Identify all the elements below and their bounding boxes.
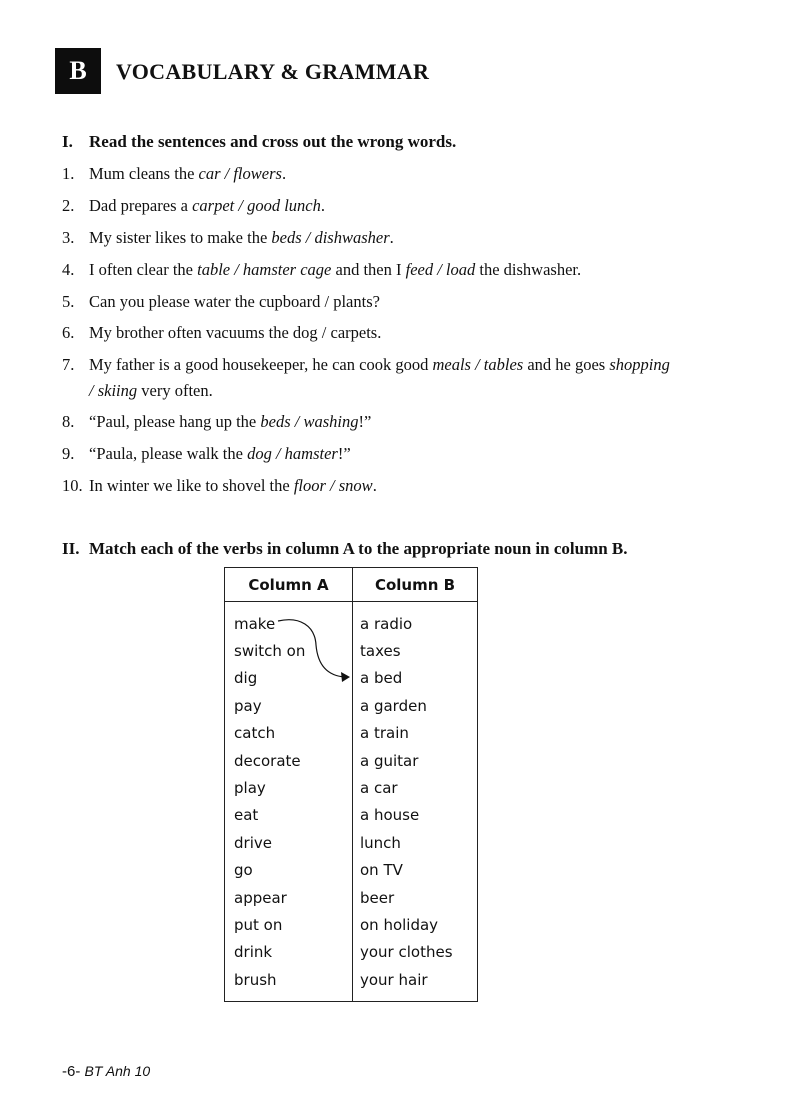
exercise-2-heading bbox=[62, 538, 628, 560]
item-number: 5. bbox=[62, 292, 75, 311]
sentence-continuation bbox=[62, 378, 752, 404]
verb-cell: play bbox=[225, 774, 353, 801]
noun-cell: a car bbox=[360, 779, 398, 798]
verb-cell: drive bbox=[225, 829, 353, 856]
sentence-text: My father is a good housekeeper, he can cook good bbox=[89, 355, 433, 374]
item-number: 6. bbox=[62, 323, 75, 342]
noun-cell: a garden bbox=[360, 696, 427, 715]
book-title: BT Anh 10 bbox=[84, 1063, 151, 1079]
sentence-item bbox=[62, 289, 752, 315]
table-row bbox=[225, 774, 478, 801]
verb-cell: catch bbox=[225, 720, 353, 747]
noun-cell: a radio bbox=[360, 614, 413, 633]
word-choice: floor / snow bbox=[293, 476, 373, 495]
noun-cell: on TV bbox=[360, 861, 403, 880]
sentence-text: . bbox=[389, 228, 394, 247]
sentence-item bbox=[62, 257, 752, 283]
item-number: 7. bbox=[62, 355, 75, 374]
page-number: -6- bbox=[62, 1063, 81, 1080]
sentence-text: . bbox=[320, 196, 325, 215]
sentence-text: and he goes bbox=[523, 355, 610, 374]
section-title: VOCABULARY & GRAMMAR bbox=[116, 59, 430, 84]
word-choice: dog / hamster bbox=[247, 444, 338, 463]
verb-cell: drink bbox=[225, 939, 353, 966]
sentence-text: . bbox=[281, 164, 287, 183]
table-row bbox=[225, 602, 478, 638]
word-choice: beds / dishwasher bbox=[271, 228, 390, 247]
verb-cell: brush bbox=[225, 966, 353, 1002]
noun-cell: a train bbox=[360, 724, 409, 743]
verb-cell: eat bbox=[225, 802, 353, 829]
sentence-item bbox=[62, 441, 752, 467]
sentence-item bbox=[62, 409, 752, 435]
sentence-text: In winter we like to shovel the bbox=[89, 476, 294, 495]
word-choice: carpet / good lunch bbox=[192, 196, 321, 215]
sentence-text: My brother often vacuums the dog / carpets. bbox=[89, 323, 382, 342]
table-row bbox=[225, 829, 478, 856]
sentence-text: . bbox=[372, 476, 377, 495]
exercise-1-heading bbox=[62, 131, 456, 153]
item-number: 1. bbox=[62, 164, 75, 183]
sentence-text: the dishwasher. bbox=[475, 260, 582, 279]
item-number: 2. bbox=[62, 196, 75, 215]
sentence-text: !” bbox=[358, 412, 372, 431]
table-row bbox=[225, 692, 478, 719]
section-badge: B bbox=[55, 48, 101, 94]
column-b-header: Column B bbox=[353, 568, 478, 602]
verb-cell: make bbox=[225, 602, 353, 638]
noun-cell: a house bbox=[360, 806, 420, 825]
item-number: 10. bbox=[62, 476, 83, 495]
sentence-item bbox=[62, 193, 752, 219]
noun-cell: your clothes bbox=[360, 943, 453, 962]
exercise-instruction: Read the sentences and cross out the wrong words. bbox=[89, 132, 457, 151]
noun-cell: a guitar bbox=[360, 751, 419, 770]
table-row bbox=[225, 939, 478, 966]
sentence-text: “Paul, please hang up the bbox=[89, 412, 261, 431]
sentence-item bbox=[62, 352, 752, 404]
sentence-item bbox=[62, 320, 752, 346]
noun-cell: beer bbox=[360, 888, 395, 907]
noun-cell: a bed bbox=[360, 669, 403, 688]
item-number: 3. bbox=[62, 228, 75, 247]
item-number: 4. bbox=[62, 260, 75, 279]
word-choice: feed / load bbox=[405, 260, 476, 279]
verb-cell: dig bbox=[225, 665, 353, 692]
sentence-text: Dad prepares a bbox=[89, 196, 193, 215]
word-choice: car / flowers bbox=[198, 164, 282, 183]
item-number: 8. bbox=[62, 412, 75, 431]
sentence-text: and then I bbox=[331, 260, 406, 279]
verb-cell: switch on bbox=[225, 637, 353, 664]
word-choice: table / hamster cage bbox=[197, 260, 332, 279]
sentence-text: I often clear the bbox=[89, 260, 198, 279]
table-row bbox=[225, 911, 478, 938]
noun-cell: lunch bbox=[360, 833, 401, 852]
page-footer bbox=[62, 1063, 150, 1080]
sentence-text: very often. bbox=[137, 381, 213, 400]
sentence-item bbox=[62, 161, 752, 187]
verb-cell: pay bbox=[225, 692, 353, 719]
verb-cell: decorate bbox=[225, 747, 353, 774]
word-choice: meals / tables bbox=[432, 355, 524, 374]
exercise-instruction: Match each of the verbs in column A to the appropriate noun in column B. bbox=[89, 539, 628, 558]
noun-cell: your hair bbox=[360, 970, 428, 989]
noun-cell: taxes bbox=[360, 642, 401, 661]
word-choice: beds / washing bbox=[260, 412, 359, 431]
noun-cell: on holiday bbox=[360, 915, 439, 934]
sentence-text: My sister likes to make the bbox=[89, 228, 272, 247]
table-row bbox=[225, 966, 478, 1002]
table-row bbox=[225, 802, 478, 829]
word-choice: / skiing bbox=[89, 381, 138, 400]
matching-table bbox=[224, 567, 478, 1002]
table-header-row bbox=[225, 568, 478, 602]
table-row bbox=[225, 637, 478, 664]
sentence-item bbox=[62, 225, 752, 251]
word-choice: shopping bbox=[609, 355, 670, 374]
sentence-text: Can you please water the cupboard / plants? bbox=[89, 292, 380, 311]
table-row bbox=[225, 720, 478, 747]
table-row bbox=[225, 884, 478, 911]
table-row bbox=[225, 747, 478, 774]
column-a-header: Column A bbox=[225, 568, 353, 602]
sentence-text: Mum cleans the bbox=[89, 164, 199, 183]
item-number: 9. bbox=[62, 444, 75, 463]
verb-cell: go bbox=[225, 857, 353, 884]
exercise-number: I. bbox=[62, 132, 73, 151]
table-row bbox=[225, 665, 478, 692]
table-row bbox=[225, 857, 478, 884]
sentence-text: “Paula, please walk the bbox=[89, 444, 248, 463]
exercise-number: II. bbox=[62, 539, 80, 558]
verb-cell: put on bbox=[225, 911, 353, 938]
sentence-text: !” bbox=[337, 444, 351, 463]
sentence-item bbox=[62, 473, 752, 499]
verb-cell: appear bbox=[225, 884, 353, 911]
